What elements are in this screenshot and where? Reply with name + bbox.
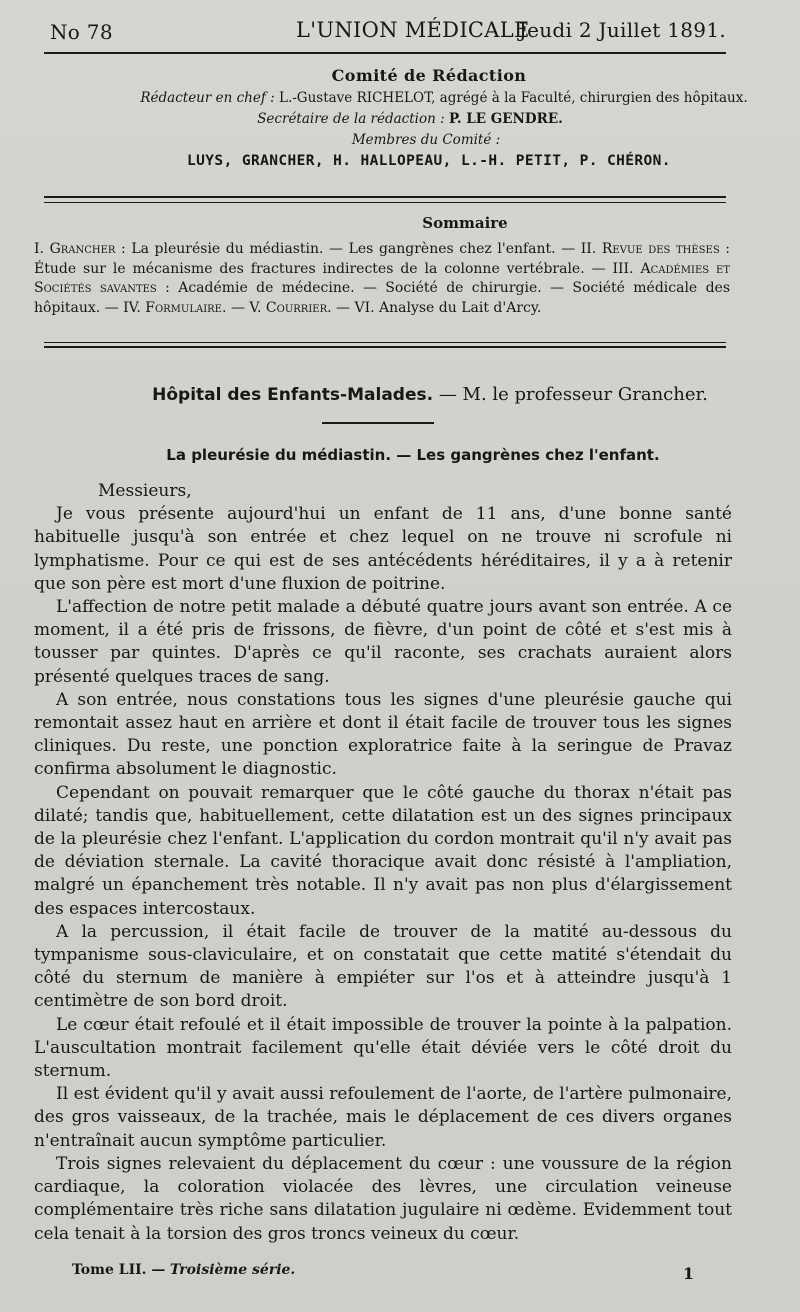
summary-item-6: VI. Analyse du Lait d'Arcy. bbox=[354, 299, 542, 316]
members-list: LUYS, GRANCHER, H. HALLOPEAU, L.-H. PETIT, P. CHÉRON. bbox=[187, 153, 671, 169]
summary-num-4: IV. bbox=[123, 299, 141, 316]
paragraph: Cependant on pouvait remarquer que le côté gauche du thorax n'était pas dilaté; tandis que, habituellement, cette dilatation est un des signes principaux de la pleurésie chez l'enfant. L'application du cordon montrait qu'il n'y avait pas de déviation sternale. La cavité thoracique avait donc résisté à l'ampliation, malgré un épanchement très notable. Il n'y avait pas non plus d'élargissement des espaces intercostaux. bbox=[34, 782, 732, 919]
heading-rule bbox=[322, 422, 434, 424]
summary-sep-4: — bbox=[230, 299, 245, 316]
editor-value: L.-Gustave RICHELOT, agrégé à la Faculté, chirurgien des hôpitaux. bbox=[278, 90, 748, 106]
editor-label: Rédacteur en chef : bbox=[140, 90, 275, 106]
summary-rule-top bbox=[44, 342, 726, 343]
paragraph: A son entrée, nous constations tous les signes d'une pleurésie gauche qui remontait assez haut en arrière et dont il était facile de trouver tous les signes cliniques. Du reste, une ponction exploratrice faite à la seringue de Pravaz confirma absolument le diagnostic. bbox=[34, 689, 732, 780]
committee-rule-bottom bbox=[44, 202, 726, 203]
volume-label: Tome LII. — bbox=[72, 1262, 166, 1278]
summary-author: Grancher bbox=[49, 241, 116, 257]
summary-item-2: : Étude sur le mécanisme des fractures indirectes de la colonne vertébrale. — bbox=[34, 241, 730, 277]
summary-num-3: III. bbox=[612, 260, 634, 277]
professor-name: — M. le professeur Grancher. bbox=[438, 384, 708, 405]
summary-num-1: I. bbox=[34, 241, 44, 257]
summary-item-1: : La pleurésie du médiastin. — Les gangrènes chez l'enfant. — bbox=[121, 241, 576, 257]
summary-section-2: Revue des thèses bbox=[601, 241, 720, 257]
summary-sep-5: — bbox=[336, 299, 351, 316]
paragraph: Je vous présente aujourd'hui un enfant de 11 ans, d'une bonne santé habituelle jusqu'à son entrée et chez lequel on ne trouve ni scrofule ni lymphatisme. Pour ce qui est de ses antécédents héréditaires, il y a à retenir que son père est mort d'une fluxion de poitrine. bbox=[34, 504, 732, 594]
secretary-label: Secrétaire de la rédaction : bbox=[257, 111, 445, 127]
issue-number: No 78 bbox=[50, 20, 113, 44]
header-rule bbox=[44, 52, 726, 54]
page-number: 1 bbox=[682, 1264, 694, 1283]
paragraph: A la percussion, il était facile de trouver de la matité au-dessous du tympanisme sous-claviculaire, et on constatait que cette matité s'étendait du côté du sternum de manière à empiéter sur l'os et à atteindre jusqu'à 1 centimètre de son bord droit. bbox=[34, 921, 732, 1012]
hospital-name: Hôpital des Enfants-Malades. bbox=[152, 385, 434, 405]
committee-title: Comité de Rédaction bbox=[331, 66, 527, 85]
article-heading bbox=[0, 384, 800, 405]
secretary bbox=[20, 111, 800, 127]
journal-title: L'UNION MÉDICALE bbox=[296, 18, 530, 42]
editorial-committee bbox=[0, 66, 800, 169]
editor-in-chief bbox=[88, 90, 800, 106]
paragraph: Le cœur était refoulé et il était impossible de trouver la pointe à la palpation. L'auscultation montrait facilement qu'elle était déviée vers le côté droit du sternum. bbox=[34, 1014, 732, 1082]
article-body bbox=[34, 480, 732, 1246]
paragraph: Trois signes relevaient du déplacement du cœur : une voussure de la région cardiaque, la coloration violacée des lèvres, une circulation veineuse complémentaire très riche sans dilatation jugulaire ni œdème. Evidemment tout cela tenait à la torsion des gros troncs veineux du cœur. bbox=[34, 1153, 732, 1244]
members-label: Membres du Comité : bbox=[351, 132, 501, 148]
summary-num-2: II. bbox=[580, 241, 597, 257]
issue-date: Jeudi 2 Juillet 1891. bbox=[518, 18, 726, 42]
committee-rule-top bbox=[44, 196, 726, 198]
summary-num-5: V. bbox=[249, 299, 262, 316]
summary-item-3: : Académie de médecine. — Société de chirurgie. — Société médicale des hôpitaux. — bbox=[34, 280, 731, 316]
page-header bbox=[50, 14, 726, 42]
summary-rule-bottom bbox=[44, 346, 726, 348]
summary-section-5: Courrier. bbox=[265, 299, 332, 316]
series-label: Troisième série. bbox=[169, 1262, 296, 1278]
article-subtitle: La pleurésie du médiastin. — Les gangrènes chez l'enfant. bbox=[166, 446, 660, 464]
paragraph: Il est évident qu'il y avait aussi refoulement de l'aorte, de l'artère pulmonaire, des gros vaisseaux, de la trachée, mais le déplacement de ces divers organes n'entraînait aucun symptôme particulier. bbox=[34, 1084, 732, 1151]
secretary-value: P. LE GENDRE. bbox=[448, 111, 563, 127]
summary-section-4: Formulaire. bbox=[145, 299, 227, 316]
summary-section-3: Académies et Sociétés savantes bbox=[34, 260, 730, 296]
summary-title: Sommaire bbox=[422, 214, 508, 232]
page-footer bbox=[72, 1262, 694, 1283]
summary-text bbox=[34, 240, 730, 318]
salutation: Messieurs, bbox=[98, 481, 192, 501]
paragraph: L'affection de notre petit malade a débuté quatre jours avant son entrée. A ce moment, il a été pris de frissons, de fièvre, d'un point de côté et s'est mis à tousser par quintes. D'après ce qu'il raconte, ses crachats auraient alors présenté quelques traces de sang. bbox=[34, 597, 732, 687]
